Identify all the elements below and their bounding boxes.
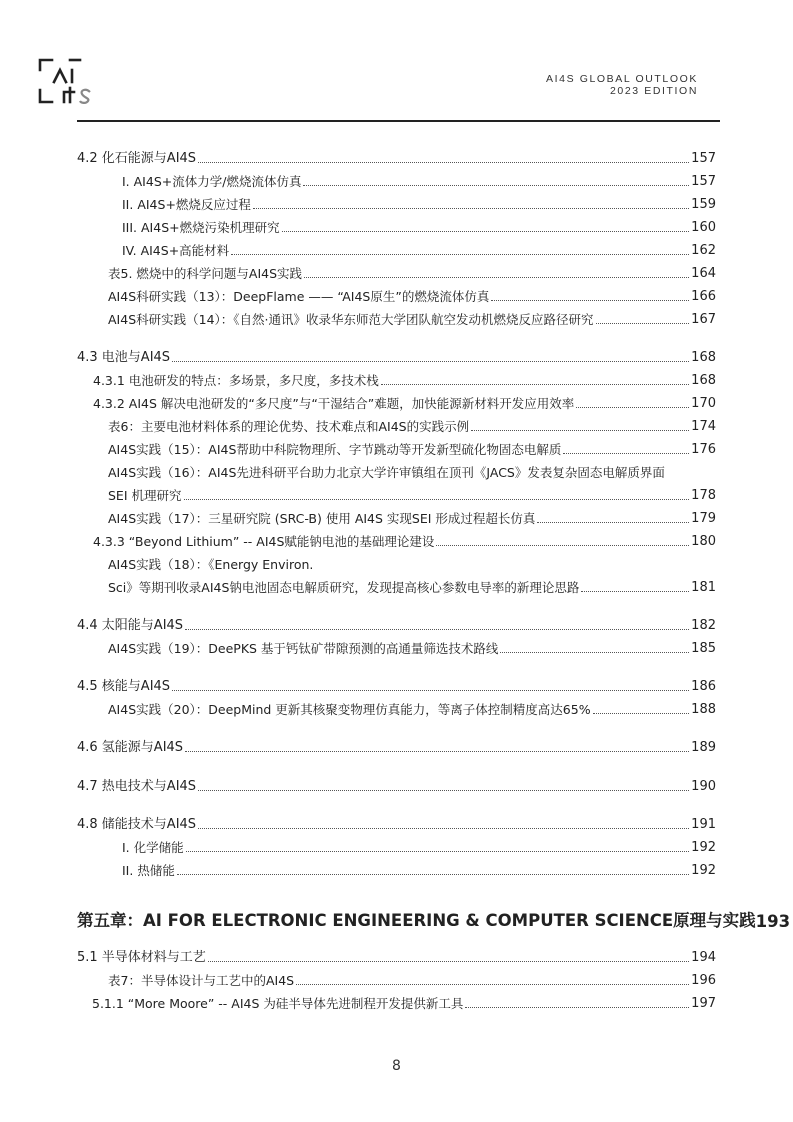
toc-entry-page: 166 [691,289,716,304]
toc-entry-page: 159 [691,197,716,212]
toc-entry-title: 5.1 半导体材料与工艺 [77,950,206,965]
toc-dot-leader [303,185,689,186]
page-number: 8 [392,1058,401,1074]
toc-entry-title: AI4S实践（18）：《Energy Environ. [108,557,314,572]
toc-dot-leader [186,851,690,852]
toc-entry-title: 4.3.1 电池研发的特点：多场景，多尺度，多技术栈 [93,373,379,388]
toc-entry-title: AI4S实践（16）：AI4S先进科研平台助力北京大学许审镇组在顶刊《JACS》发表复杂固态电解质界面 [108,465,665,480]
toc-dot-leader [185,629,689,630]
toc-dot-leader [177,874,689,875]
toc-entry-page: 191 [691,817,716,832]
toc-entry-page: 186 [691,679,716,694]
toc-entry-title: 表7：半导体设计与工艺中的AI4S [108,973,295,988]
chapter-title: 第五章：AI FOR ELECTRONIC ENGINEERING & COMPUTER SCIENCE原理与实践 [77,911,756,930]
toc-dot-leader [537,522,689,523]
toc-entry[interactable] [77,145,716,168]
toc-entry[interactable] [77,214,716,237]
toc-entry-title: IV. AI4S+高能材料 [122,243,230,258]
toc-entry-title: II. AI4S+燃烧反应过程 [122,197,251,212]
toc-entry-page: 160 [691,220,716,235]
toc-entry[interactable] [77,635,716,658]
toc-dot-leader [185,751,689,752]
toc-entry[interactable] [77,834,716,857]
toc-entry-page: 174 [691,419,716,434]
toc-entry-title: 4.4 太阳能与AI4S [77,618,184,633]
toc-entry[interactable] [77,551,716,574]
toc-entry[interactable] [77,191,716,214]
toc-dot-leader [198,790,689,791]
toc-dot-leader [500,652,689,653]
toc-entry-title: 4.2 化石能源与AI4S [77,151,197,166]
toc-entry-title: AI4S科研实践（14）：《自然·通讯》收录华东师范大学团队航空发动机燃烧反应路径研究 [108,312,594,327]
toc-entry-title: I. 化学储能 [122,840,184,855]
toc-dot-leader [471,430,689,431]
toc-entry-page: 180 [691,534,716,549]
toc-entry-title: Sci》等期刊收录AI4S钠电池固态电解质研究，发现提高核心参数电导率的新理论思路 [108,580,580,595]
toc-entry-title: 4.3.2 AI4S 解决电池研发的“多尺度”与“干湿结合”难题，加快能源新材料开发应用效率 [93,396,575,411]
toc-entry-page: 167 [691,312,716,327]
toc-entry[interactable] [77,413,716,436]
toc-entry-title: 表6：主要电池材料体系的理论优势、技术难点和AI4S的实践示例 [108,419,470,434]
toc-dot-leader [381,384,689,385]
toc-entry-page: 157 [691,151,716,166]
toc-entry-page: 181 [691,580,716,595]
toc-entry[interactable] [77,528,716,551]
toc-dot-leader [491,300,689,301]
toc-entry[interactable] [77,367,716,390]
toc-entry-title: III. AI4S+燃烧污染机理研究 [122,220,280,235]
toc-dot-leader [576,407,689,408]
toc-dot-leader [208,961,689,962]
toc-entry-title: 表5. 燃烧中的科学问题与AI4S实践 [108,266,303,281]
toc-entry-title: 4.5 核能与AI4S [77,679,171,694]
toc-entry-page: 194 [691,950,716,965]
toc-entry[interactable] [77,734,716,757]
toc-entry-page: 168 [691,373,716,388]
report-header [546,73,698,97]
toc-entry-title: AI4S实践（17）：三星研究院 (SRC-B) 使用 AI4S 实现SEI 形成过程超长仿真 [108,511,536,526]
toc-entry-page: 182 [691,618,716,633]
toc-entry-page: 178 [691,488,716,503]
toc-entry-page: 170 [691,396,716,411]
toc-entry-page: 179 [691,511,716,526]
toc-dot-leader [231,254,689,255]
toc-entry-page: 197 [691,996,716,1011]
toc-dot-leader [304,277,689,278]
chapter-page: 193 [755,912,791,931]
toc-entry[interactable] [77,344,716,367]
toc-entry[interactable] [77,967,716,990]
toc-entry-page: 168 [691,350,716,365]
toc-entry[interactable] [77,237,716,260]
toc-dot-leader [198,828,689,829]
toc-entry[interactable] [77,436,716,459]
toc-entry[interactable] [77,459,716,482]
toc-entry-title: AI4S科研实践（13）：DeepFlame —— “AI4S原生”的燃烧流体仿真 [108,289,490,304]
toc-entry[interactable] [77,990,716,1013]
toc-dot-leader [296,984,689,985]
header-line-1: AI4S GLOBAL OUTLOOK [546,73,698,85]
toc-entry-page: 162 [691,243,716,258]
toc-entry[interactable] [77,260,716,283]
toc-entry-title: 4.6 氢能源与AI4S [77,740,184,755]
toc-entry-page: 164 [691,266,716,281]
toc-dot-leader [253,208,689,209]
toc-entry-title: SEI 机理研究 [108,488,182,503]
toc-entry-page: 188 [691,702,716,717]
toc-entry-title: 4.7 热电技术与AI4S [77,779,197,794]
toc-dot-leader [593,713,690,714]
toc-dot-leader [184,499,690,500]
toc-entry-page: 192 [691,863,716,878]
toc-entry-title: 4.3 电池与AI4S [77,350,171,365]
toc-entry[interactable] [77,283,716,306]
toc-entry[interactable] [77,696,716,719]
toc-dot-leader [563,453,689,454]
toc-entry-title: 5.1.1 “More Moore” -- AI4S 为硅半导体先进制程开发提供新工具 [92,996,464,1011]
toc-dot-leader [465,1007,689,1008]
toc-entry-page: 192 [691,840,716,855]
toc-entry[interactable] [77,482,716,505]
toc-dot-leader [436,545,689,546]
header-divider [77,120,720,122]
toc-entry-page: 189 [691,740,716,755]
toc-entry-page: 157 [691,174,716,189]
toc-entry-title: AI4S实践（19）：DeePKS 基于钙钛矿带隙预测的高通量筛选技术路线 [108,641,499,656]
toc-chapter-heading[interactable] [77,905,791,931]
toc-entry[interactable] [77,306,716,329]
toc-dot-leader [581,591,689,592]
toc-entry-title: 4.8 储能技术与AI4S [77,817,197,832]
toc-entry[interactable] [77,773,716,796]
toc-entry-title: II. 热储能 [122,863,175,878]
toc-entry[interactable] [77,612,716,635]
toc-entry[interactable] [77,168,716,191]
toc-entry[interactable] [77,390,716,413]
toc-entry-title: I. AI4S+流体力学/燃烧流体仿真 [122,174,302,189]
toc-entry-page: 185 [691,641,716,656]
toc-entry[interactable] [77,574,716,597]
toc-dot-leader [282,231,690,232]
toc-entry[interactable] [77,673,716,696]
toc-entry[interactable] [77,857,716,880]
ai4s-logo-icon [38,58,94,104]
toc-entry-title: AI4S实践（15）：AI4S帮助中科院物理所、字节跳动等开发新型硫化物固态电解质 [108,442,562,457]
toc-entry-page: 176 [691,442,716,457]
toc-entry-page: 190 [691,779,716,794]
toc-dot-leader [198,162,689,163]
toc-entry-page: 196 [691,973,716,988]
toc-dot-leader [596,323,690,324]
toc-dot-leader [172,690,689,691]
toc-entry[interactable] [77,944,716,967]
toc-entry[interactable] [77,505,716,528]
toc-entry[interactable] [77,811,716,834]
header-line-2: 2023 EDITION [609,85,698,97]
toc-dot-leader [172,361,689,362]
toc-entry-title: 4.3.3 “Beyond Lithium” -- AI4S赋能钠电池的基础理论建设 [93,534,435,549]
toc-entry-title: AI4S实践（20）：DeepMind 更新其核聚变物理仿真能力，等离子体控制精度高达65% [108,702,591,717]
